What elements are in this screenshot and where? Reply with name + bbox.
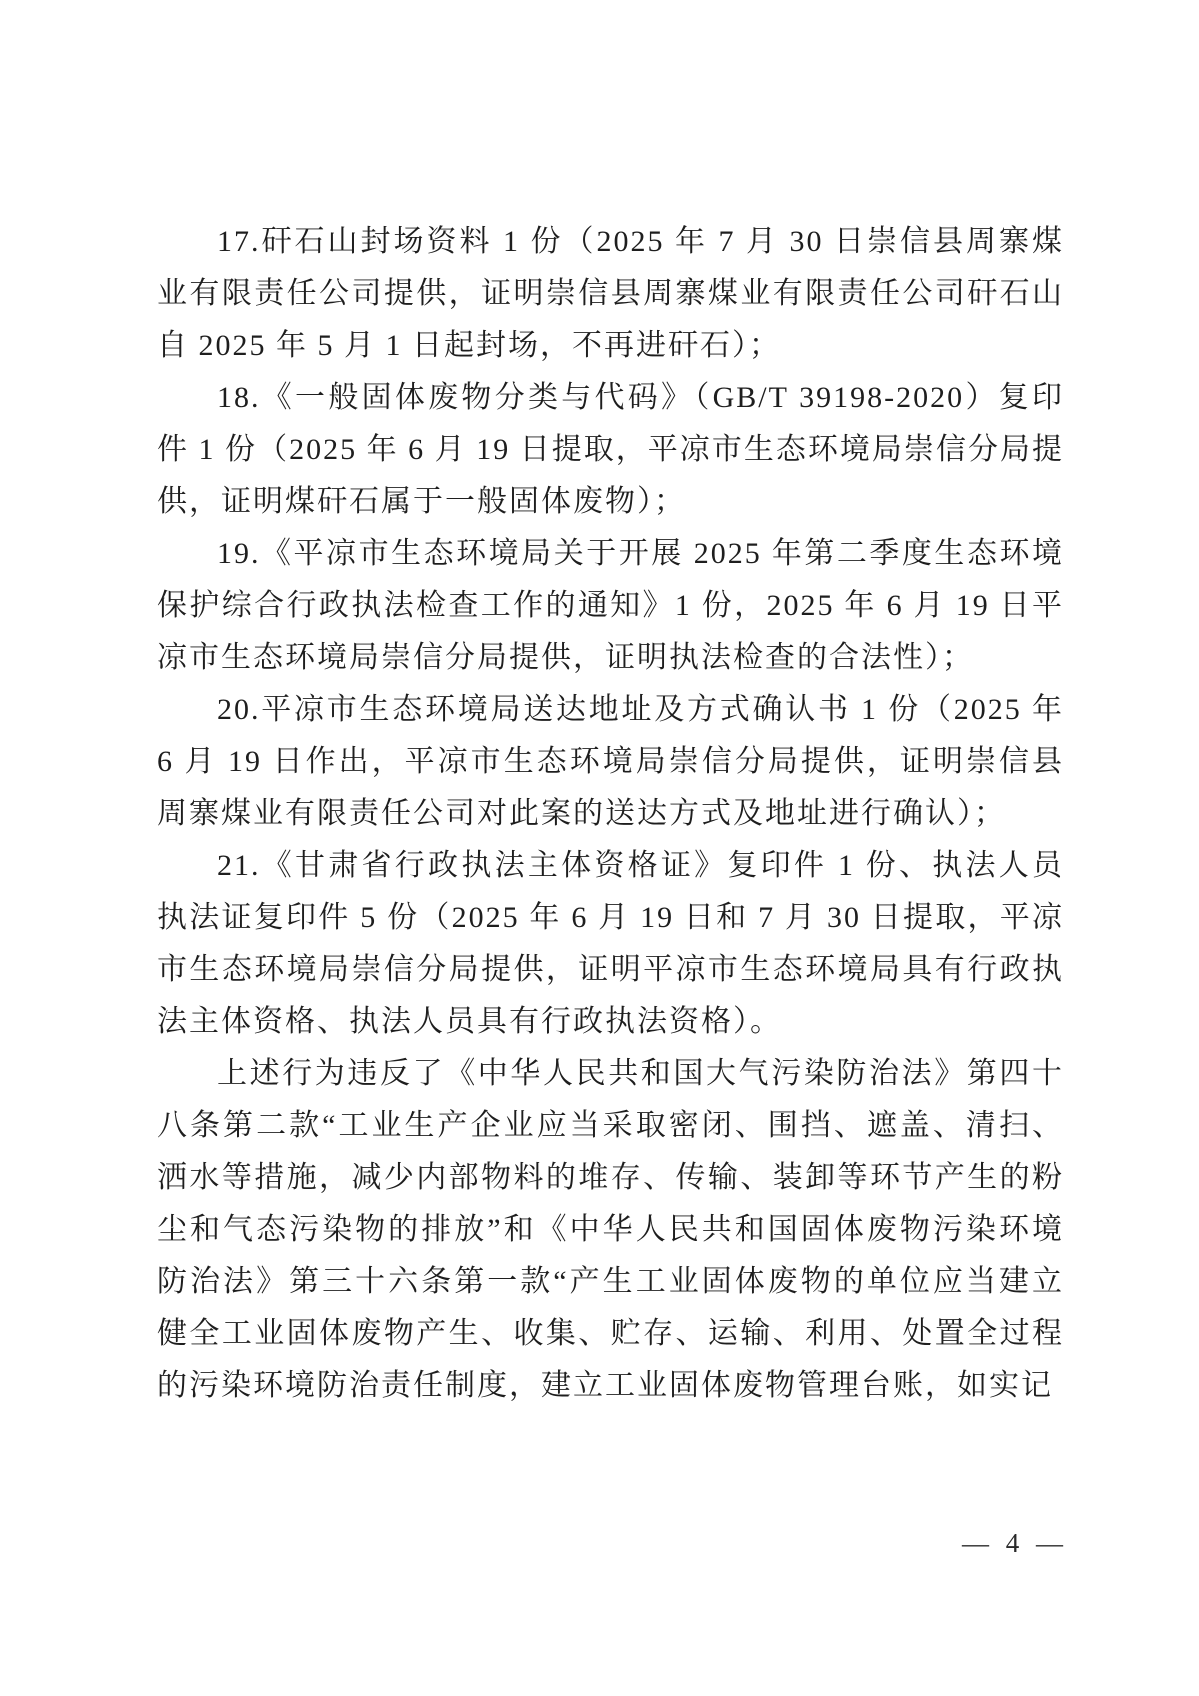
evidence-item-17: 17.矸石山封场资料 1 份（2025 年 7 月 30 日崇信县周寨煤业有限责任公司提供，证明崇信县周寨煤业有限责任公司矸石山自 2025 年 5 月 1 日起封场，不再进矸石）；	[157, 225, 1064, 362]
evidence-item-20: 20.平凉市生态环境局送达地址及方式确认书 1 份（2025 年 6 月 19 日作出，平凉市生态环境局崇信分局提供，证明崇信县周寨煤业有限责任公司对此案的送达方式及地址进行确认）；	[157, 693, 1064, 830]
page-footer	[955, 1528, 1075, 1559]
evidence-item-19: 19.《平凉市生态环境局关于开展 2025 年第二季度生态环境保护综合行政执法检查工作的通知》1 份，2025 年 6 月 19 日平凉市生态环境局崇信分局提供，证明执法检查的合法性）；	[157, 537, 1064, 674]
evidence-item-21: 21.《甘肃省行政执法主体资格证》复印件 1 份、执法人员执法证复印件 5 份（2025 年 6 月 19 日和 7 月 30 日提取，平凉市生态环境局崇信分局提供，证明平凉市生态环境局具有行政执法主体资格、执法人员具有行政执法资格）。	[157, 849, 1064, 1038]
page-number: — 4 —	[962, 1528, 1068, 1558]
violation-statement-paragraph: 上述行为违反了《中华人民共和国大气污染防治法》第四十八条第二款“工业生产企业应当采取密闭、围挡、遮盖、清扫、洒水等措施，减少内部物料的堆存、传输、装卸等环节产生的粉尘和气态污染物的排放”和《中华人民共和国固体废物污染环境防治法》第三十六条第一款“产生工业固体废物的单位应当建立健全工业固体废物产生、收集、贮存、运输、利用、处置全过程的污染环境防治责任制度，建立工业固体废物管理台账，如实记	[157, 1057, 1064, 1402]
evidence-item-18: 18.《一般固体废物分类与代码》（GB/T 39198-2020）复印件 1 份（2025 年 6 月 19 日提取，平凉市生态环境局崇信分局提供，证明煤矸石属于一般固体废物）；	[157, 381, 1064, 518]
document-body	[157, 216, 1064, 1412]
